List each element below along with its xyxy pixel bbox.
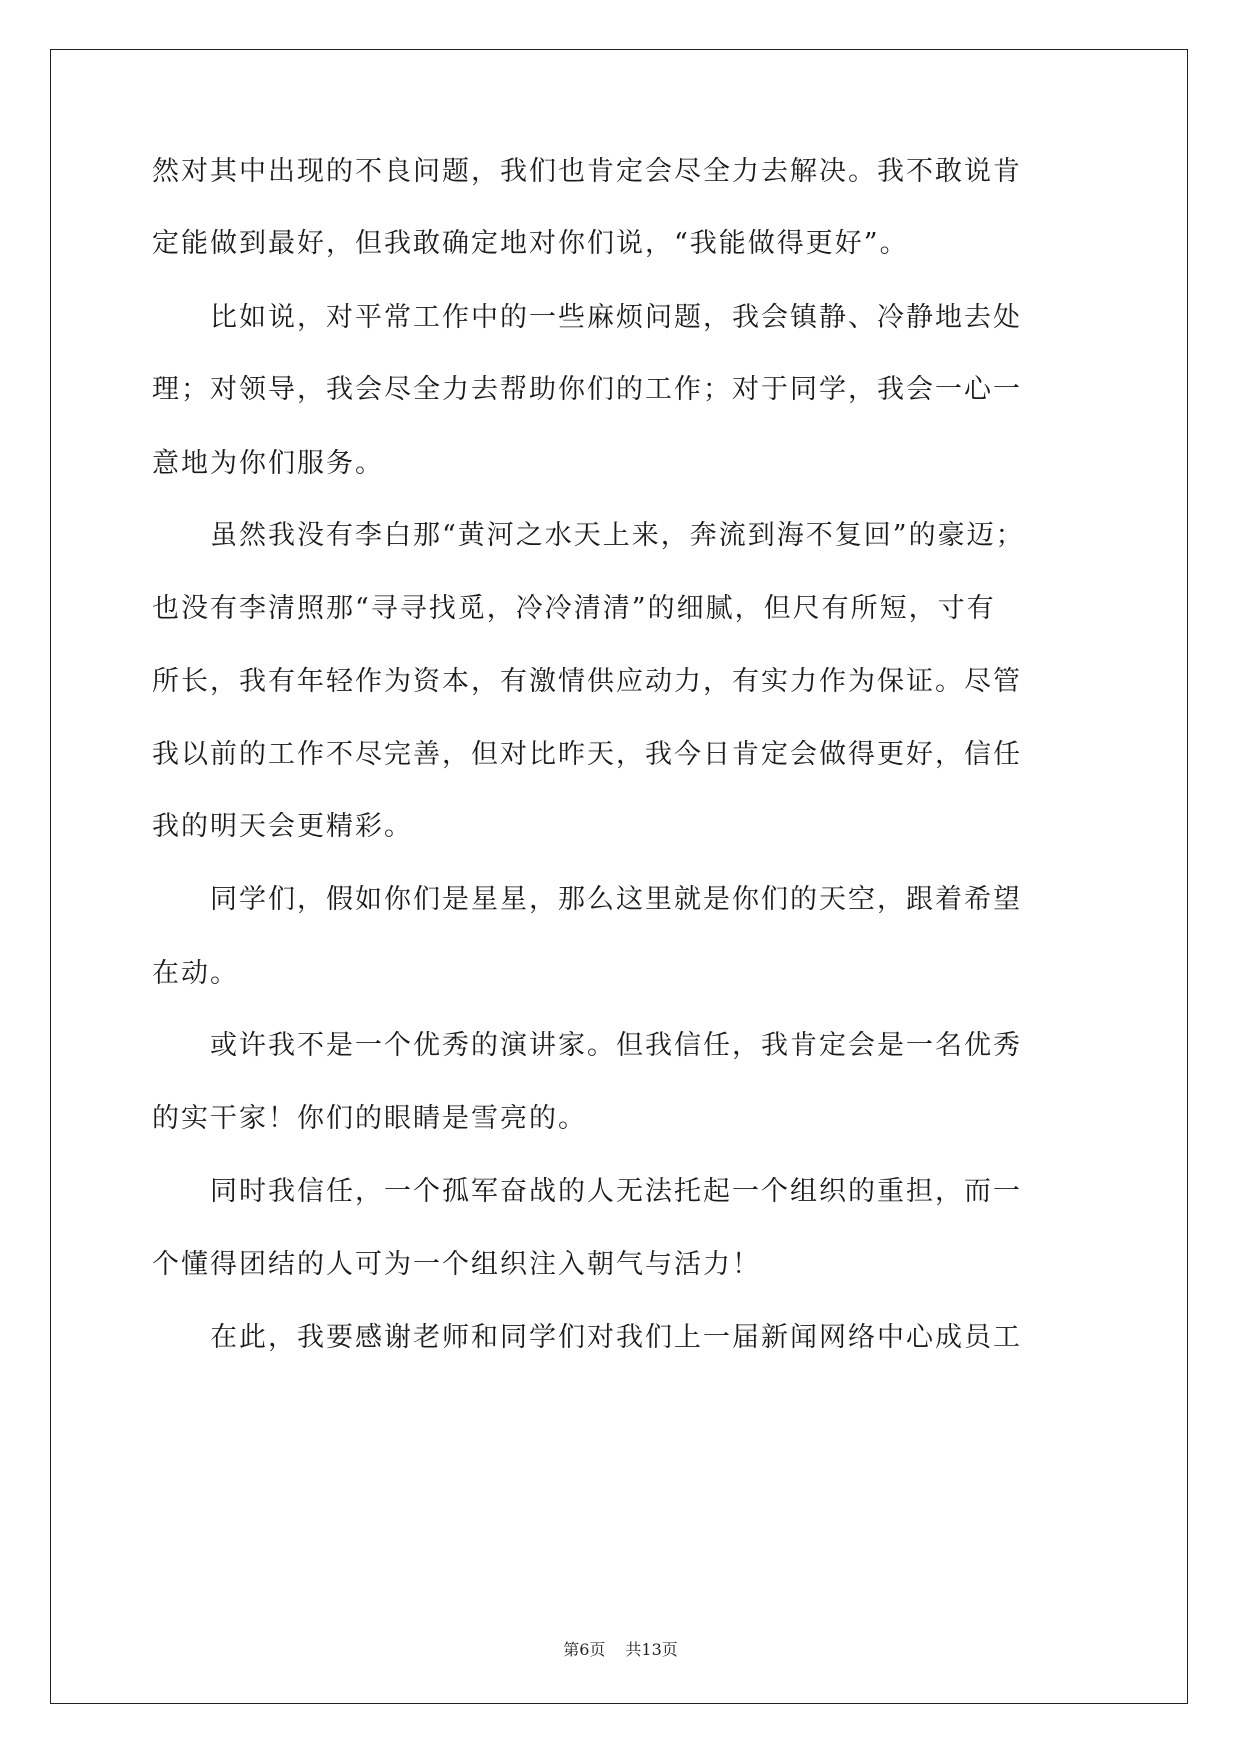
text-line: 虽然我没有李白那“黄河之水天上来，奔流到海不复回”的豪迈； bbox=[152, 520, 1025, 551]
text-line: 定能做到最好，但我敢确定地对你们说，“我能做得更好”。 bbox=[152, 228, 909, 259]
text-line: 在此，我要感谢老师和同学们对我们上一届新闻网络中心成员工 bbox=[152, 1322, 1022, 1353]
page-footer bbox=[0, 1637, 1241, 1660]
text-line: 在动。 bbox=[152, 958, 239, 989]
text-line: 同时我信任，一个孤军奋战的人无法托起一个组织的重担，而一 bbox=[152, 1176, 1022, 1207]
page-number: 第6页 bbox=[563, 1640, 606, 1659]
text-line: 或许我不是一个优秀的演讲家。但我信任，我肯定会是一名优秀 bbox=[152, 1030, 1022, 1061]
text-line: 我的明天会更精彩。 bbox=[152, 811, 413, 842]
text-line: 理；对领导，我会尽全力去帮助你们的工作；对于同学，我会一心一 bbox=[152, 374, 1022, 405]
text-line: 比如说，对平常工作中的一些麻烦问题，我会镇静、冷静地去处 bbox=[152, 302, 1022, 333]
page-frame bbox=[50, 49, 1188, 1704]
text-line: 意地为你们服务。 bbox=[152, 448, 384, 479]
text-line: 我以前的工作不尽完善，但对比昨天，我今日肯定会做得更好，信任 bbox=[152, 739, 1022, 770]
page-total: 共13页 bbox=[625, 1640, 678, 1659]
text-line: 个懂得团结的人可为一个组织注入朝气与活力！ bbox=[152, 1249, 761, 1280]
text-line: 的实干家！你们的眼睛是雪亮的。 bbox=[152, 1103, 587, 1134]
text-line: 所长，我有年轻作为资本，有激情供应动力，有实力作为保证。尽管 bbox=[152, 666, 1022, 697]
text-line: 然对其中出现的不良问题，我们也肯定会尽全力去解决。我不敢说肯 bbox=[152, 156, 1022, 187]
text-line: 也没有李清照那“寻寻找觅，冷冷清清”的细腻，但尺有所短，寸有 bbox=[152, 593, 996, 624]
text-line: 同学们，假如你们是星星，那么这里就是你们的天空，跟着希望 bbox=[152, 884, 1022, 915]
